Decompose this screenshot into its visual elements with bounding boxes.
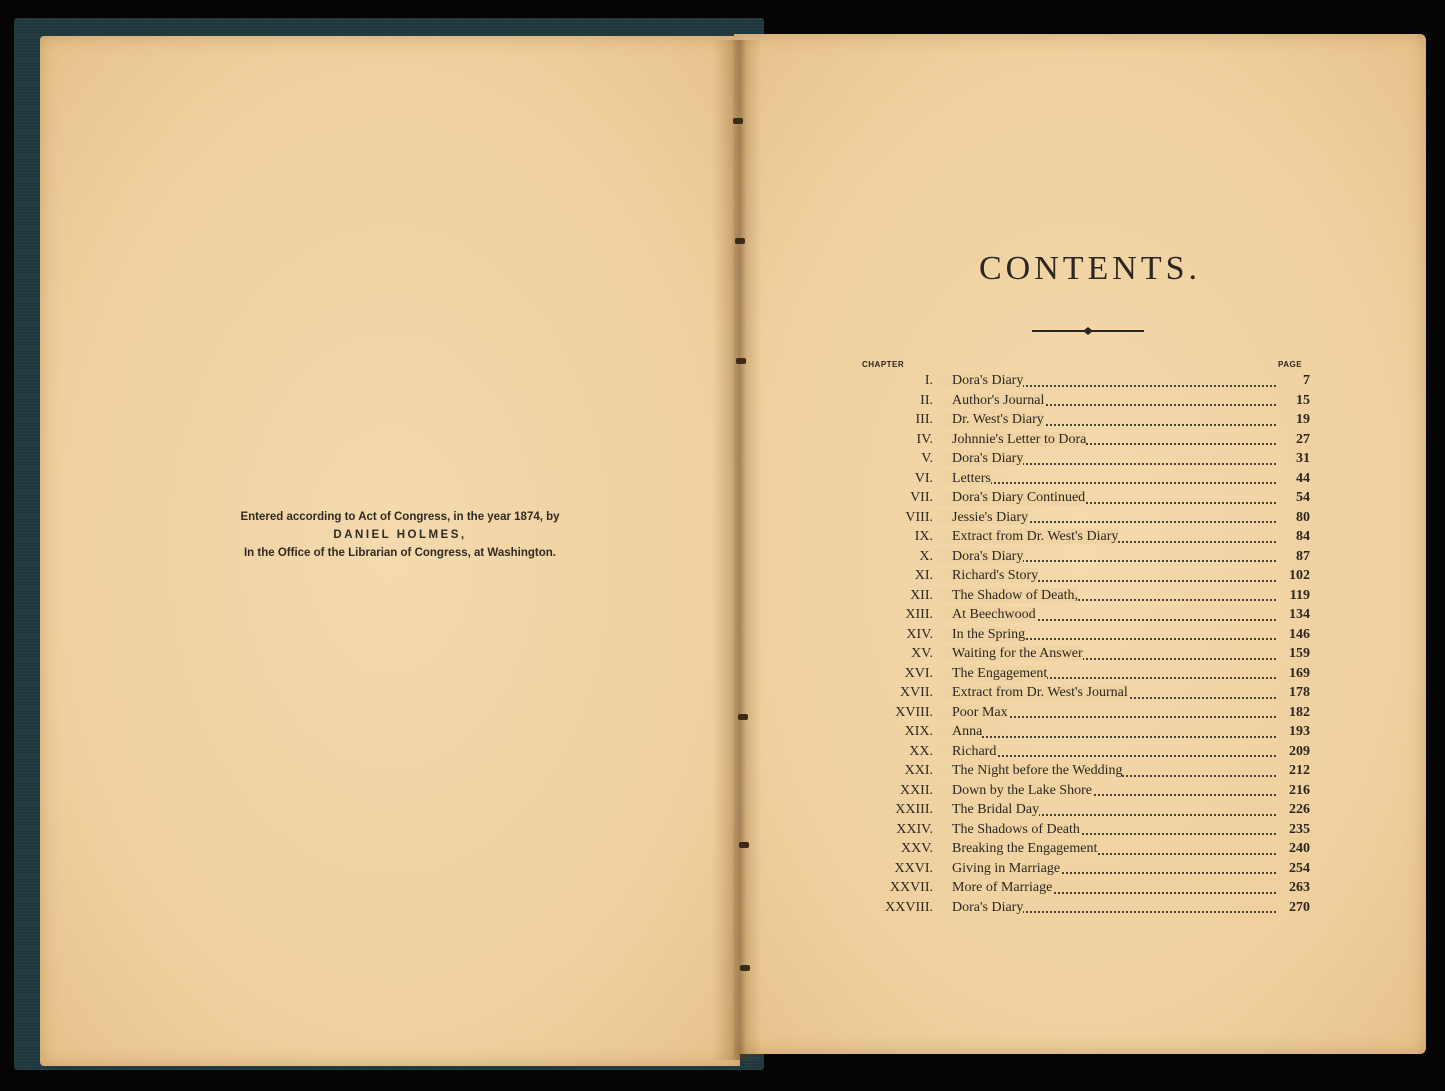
chapter-title-wrapper <box>937 391 1276 411</box>
chapter-title-wrapper <box>937 800 1276 820</box>
chapter-number: II. <box>920 392 933 408</box>
chapter-title: Dora's Diary <box>937 451 1023 466</box>
chapter-title: Dora's Diary <box>937 900 1023 915</box>
chapter-title-wrapper <box>937 371 1276 391</box>
chapter-title: The Night before the Wedding <box>937 763 1122 778</box>
binding-stitch <box>738 714 748 720</box>
contents-entry <box>860 878 1310 898</box>
chapter-title: Dr. West's Diary <box>937 412 1044 427</box>
copyright-line-1: Entered according to Act of Congress, in the year 1874, by <box>240 511 560 523</box>
chapter-number: XXIII. <box>895 802 933 817</box>
contents-entry <box>860 488 1310 508</box>
contents-entry <box>860 703 1310 723</box>
copyright-author: DANIEL HOLMES, <box>333 529 467 541</box>
binding-stitch <box>739 842 749 848</box>
page-number: 15 <box>1296 392 1310 408</box>
chapter-column-label: CHAPTER <box>862 360 905 369</box>
copyright-notice <box>190 508 610 562</box>
chapter-title: The Shadow of Death, <box>937 588 1078 603</box>
binding-stitch <box>733 118 743 124</box>
chapter-number: IX. <box>914 529 933 544</box>
page-number: 182 <box>1289 704 1310 720</box>
chapter-number: XIX. <box>904 724 933 739</box>
contents-entry <box>860 391 1310 411</box>
chapter-title: Waiting for the Answer <box>937 646 1083 661</box>
chapter-title-wrapper <box>937 566 1276 586</box>
contents-entry <box>860 625 1310 645</box>
contents-entry <box>860 508 1310 528</box>
leader-dots <box>937 736 1276 738</box>
chapter-title-wrapper <box>937 820 1276 840</box>
chapter-title: Johnnie's Letter to Dora <box>937 432 1086 447</box>
page-number: 178 <box>1289 685 1310 700</box>
chapter-title-wrapper <box>937 742 1276 762</box>
chapter-number: IV. <box>916 431 933 447</box>
contents-entry <box>860 761 1310 781</box>
page-number: 216 <box>1289 782 1310 798</box>
contents-entry <box>860 469 1310 489</box>
chapter-title: Dora's Diary <box>937 549 1023 564</box>
page-number: 27 <box>1296 431 1310 447</box>
page-number: 19 <box>1296 412 1310 427</box>
chapter-number: XXI. <box>904 763 933 778</box>
contents-title: CONTENTS. <box>978 250 1202 287</box>
contents-entry <box>860 586 1310 606</box>
chapter-title-wrapper <box>937 703 1276 723</box>
page-number: 87 <box>1296 548 1310 564</box>
chapter-number: III. <box>915 412 933 427</box>
chapter-title: Extract from Dr. West's Diary <box>937 529 1118 544</box>
contents-entry <box>860 839 1310 859</box>
contents-entry <box>860 410 1310 430</box>
page-number: 169 <box>1289 665 1310 681</box>
chapter-number: V. <box>921 451 933 466</box>
chapter-number: X. <box>919 548 933 564</box>
ornamental-rule <box>1032 326 1144 336</box>
chapter-title-wrapper <box>937 878 1276 898</box>
chapter-title-wrapper <box>937 859 1276 879</box>
page-number: 193 <box>1289 724 1310 739</box>
binding-stitch <box>735 238 745 244</box>
chapter-title-wrapper <box>937 605 1276 625</box>
chapter-number: VIII. <box>905 509 933 525</box>
page-number: 80 <box>1296 509 1310 525</box>
chapter-number: XVI. <box>904 665 933 681</box>
page-number: 159 <box>1289 646 1310 661</box>
chapter-number: VII. <box>910 490 933 505</box>
contents-entry <box>860 371 1310 391</box>
chapter-number: XIII. <box>905 607 933 622</box>
page-number: 212 <box>1289 763 1310 778</box>
chapter-title: Author's Journal <box>937 393 1044 408</box>
chapter-number: XX. <box>909 743 933 759</box>
chapter-title-wrapper <box>937 722 1276 742</box>
chapter-title-wrapper <box>937 761 1276 781</box>
chapter-number: XXVII. <box>889 880 933 895</box>
chapter-title: Letters <box>937 471 991 486</box>
chapter-number: VI. <box>914 470 933 486</box>
chapter-title-wrapper <box>937 683 1276 703</box>
chapter-title: The Shadows of Death <box>937 822 1080 837</box>
chapter-title-wrapper <box>937 586 1276 606</box>
chapter-title: Breaking the Engagement <box>937 841 1097 856</box>
chapter-title: Richard's Story <box>937 568 1038 583</box>
chapter-title: Giving in Marriage <box>937 861 1060 876</box>
page-number: 226 <box>1289 802 1310 817</box>
contents-entry <box>860 683 1310 703</box>
chapter-title: Down by the Lake Shore <box>937 783 1092 798</box>
chapter-title-wrapper <box>937 781 1276 801</box>
chapter-title-wrapper <box>937 469 1276 489</box>
page-number: 102 <box>1289 568 1310 583</box>
chapter-title: Dora's Diary Continued <box>937 490 1085 505</box>
contents-entry <box>860 800 1310 820</box>
chapter-title-wrapper <box>937 508 1276 528</box>
chapter-number: XXV. <box>900 841 933 856</box>
chapter-title: Poor Max <box>937 705 1008 720</box>
chapter-title-wrapper <box>937 547 1276 567</box>
chapter-title: The Bridal Day <box>937 802 1039 817</box>
contents-entry <box>860 644 1310 664</box>
contents-entry <box>860 781 1310 801</box>
chapter-number: XII. <box>910 587 933 603</box>
chapter-number: XIV. <box>906 626 933 642</box>
page-number: 44 <box>1296 470 1310 486</box>
book-gutter <box>712 40 762 1060</box>
page-number: 134 <box>1289 607 1310 622</box>
chapter-number: XVIII. <box>895 704 933 720</box>
page-number: 270 <box>1289 899 1310 915</box>
contents-entry <box>860 859 1310 879</box>
chapter-title: Anna <box>937 724 982 739</box>
contents-entry <box>860 566 1310 586</box>
page-number: 119 <box>1289 587 1310 603</box>
contents-entry <box>860 430 1310 450</box>
chapter-number: XXIV. <box>896 821 933 837</box>
chapter-title: Dora's Diary <box>937 373 1023 388</box>
chapter-number: XV. <box>911 646 933 661</box>
chapter-title-wrapper <box>937 644 1276 664</box>
chapter-title: Jessie's Diary <box>937 510 1028 525</box>
chapter-title-wrapper <box>937 488 1276 508</box>
page-number: 240 <box>1289 841 1310 856</box>
contents-entry <box>860 527 1310 547</box>
chapter-number: XXVIII. <box>885 899 933 915</box>
contents-entry <box>860 605 1310 625</box>
binding-stitch <box>740 965 750 971</box>
page-number: 7 <box>1303 373 1310 388</box>
page-number: 254 <box>1289 860 1310 876</box>
chapter-number: XXVI. <box>894 860 933 876</box>
page-number: 235 <box>1289 821 1310 837</box>
contents-entry <box>860 547 1310 567</box>
contents-entry <box>860 742 1310 762</box>
contents-entry <box>860 449 1310 469</box>
chapter-number: XXII. <box>899 782 933 798</box>
chapter-number: XI. <box>914 568 933 583</box>
chapter-number: I. <box>924 373 933 388</box>
copyright-line-3: In the Office of the Librarian of Congress, at Washington. <box>243 547 556 559</box>
binding-stitch <box>736 358 746 364</box>
contents-entry <box>860 898 1310 918</box>
page-column-label: PAGE <box>1278 360 1303 369</box>
chapter-title: Richard <box>937 744 996 759</box>
page-number: 31 <box>1296 451 1310 466</box>
chapter-title-wrapper <box>937 527 1276 547</box>
page-number: 54 <box>1296 490 1310 505</box>
chapter-title: At Beechwood <box>937 607 1036 622</box>
chapter-title-wrapper <box>937 410 1276 430</box>
chapter-title-wrapper <box>937 664 1276 684</box>
chapter-title-wrapper <box>937 839 1276 859</box>
page-number: 263 <box>1289 880 1310 895</box>
page-number: 209 <box>1289 743 1310 759</box>
chapter-title-wrapper <box>937 898 1276 918</box>
chapter-title: The Engagement <box>937 666 1047 681</box>
chapter-title-wrapper <box>937 430 1276 450</box>
page-number: 84 <box>1296 529 1310 544</box>
chapter-title: In the Spring <box>937 627 1025 642</box>
chapter-title-wrapper <box>937 449 1276 469</box>
chapter-title: More of Marriage <box>937 880 1052 895</box>
contents-list <box>860 371 1310 917</box>
chapter-title: Extract from Dr. West's Journal <box>937 685 1128 700</box>
chapter-title-wrapper <box>937 625 1276 645</box>
chapter-number: XVII. <box>899 685 933 700</box>
contents-entry <box>860 722 1310 742</box>
contents-entry <box>860 664 1310 684</box>
page-number: 146 <box>1289 626 1310 642</box>
contents-entry <box>860 820 1310 840</box>
